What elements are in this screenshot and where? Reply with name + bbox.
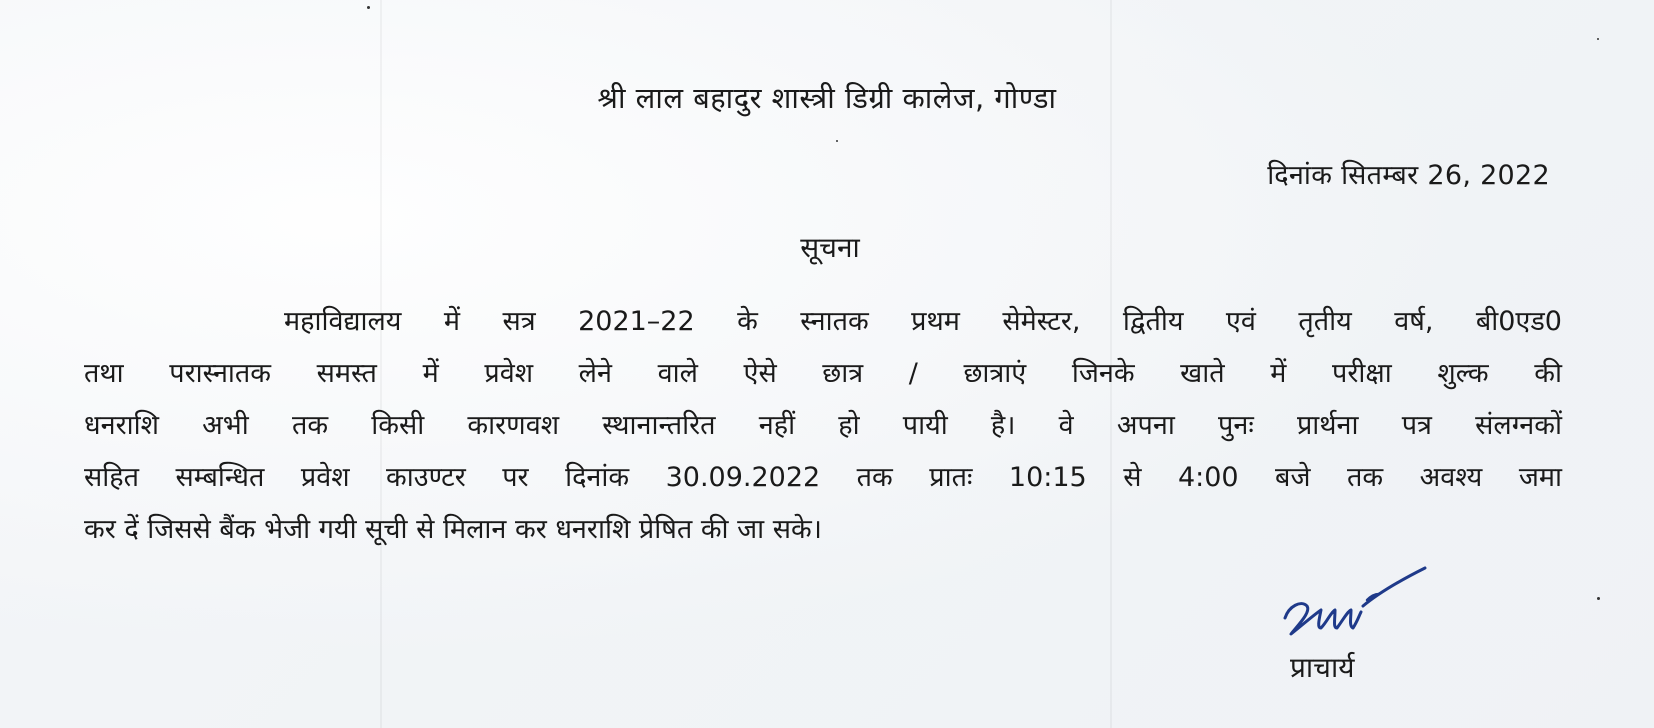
paper-speck (1597, 597, 1600, 600)
body-line: महाविद्यालय में सत्र 2021–22 के स्नातक प्रथम सेमेस्टर, द्वितीय एवं तृतीय वर्ष, बी0एड0 (284, 306, 1562, 337)
principal-signature (1275, 566, 1435, 656)
signer-designation: प्राचार्य (1290, 651, 1355, 684)
body-line: सहित सम्बन्धित प्रवेश काउण्टर पर दिनांक 30.09.2022 तक प्रातः 10:15 से 4:00 बजे तक अवश्य जमा (84, 462, 1562, 493)
notice-body (84, 296, 1562, 556)
paper-speck (836, 140, 838, 142)
college-name: श्री लाल बहादुर शास्त्री डिग्री कालेज, गोण्डा (597, 81, 1057, 115)
notice-date: दिनांक सितम्बर 26, 2022 (1267, 160, 1550, 191)
body-line: धनराशि अभी तक किसी कारणवश स्थानान्तरित नहीं हो पायी है। वे अपना पुनः प्रार्थना पत्र संलग्नकों (84, 410, 1562, 441)
body-line: कर दें जिससे बैंक भेजी गयी सूची से मिलान कर धनराशि प्रेषित की जा सके। (84, 514, 822, 545)
notice-heading: सूचना (800, 231, 860, 264)
paper-speck (367, 6, 370, 9)
body-line: तथा परास्नातक समस्त में प्रवेश लेने वाले ऐसे छात्र / छात्राएं जिनके खाते में परीक्षा शुल्क की (84, 358, 1562, 389)
paper-speck (1597, 38, 1599, 40)
